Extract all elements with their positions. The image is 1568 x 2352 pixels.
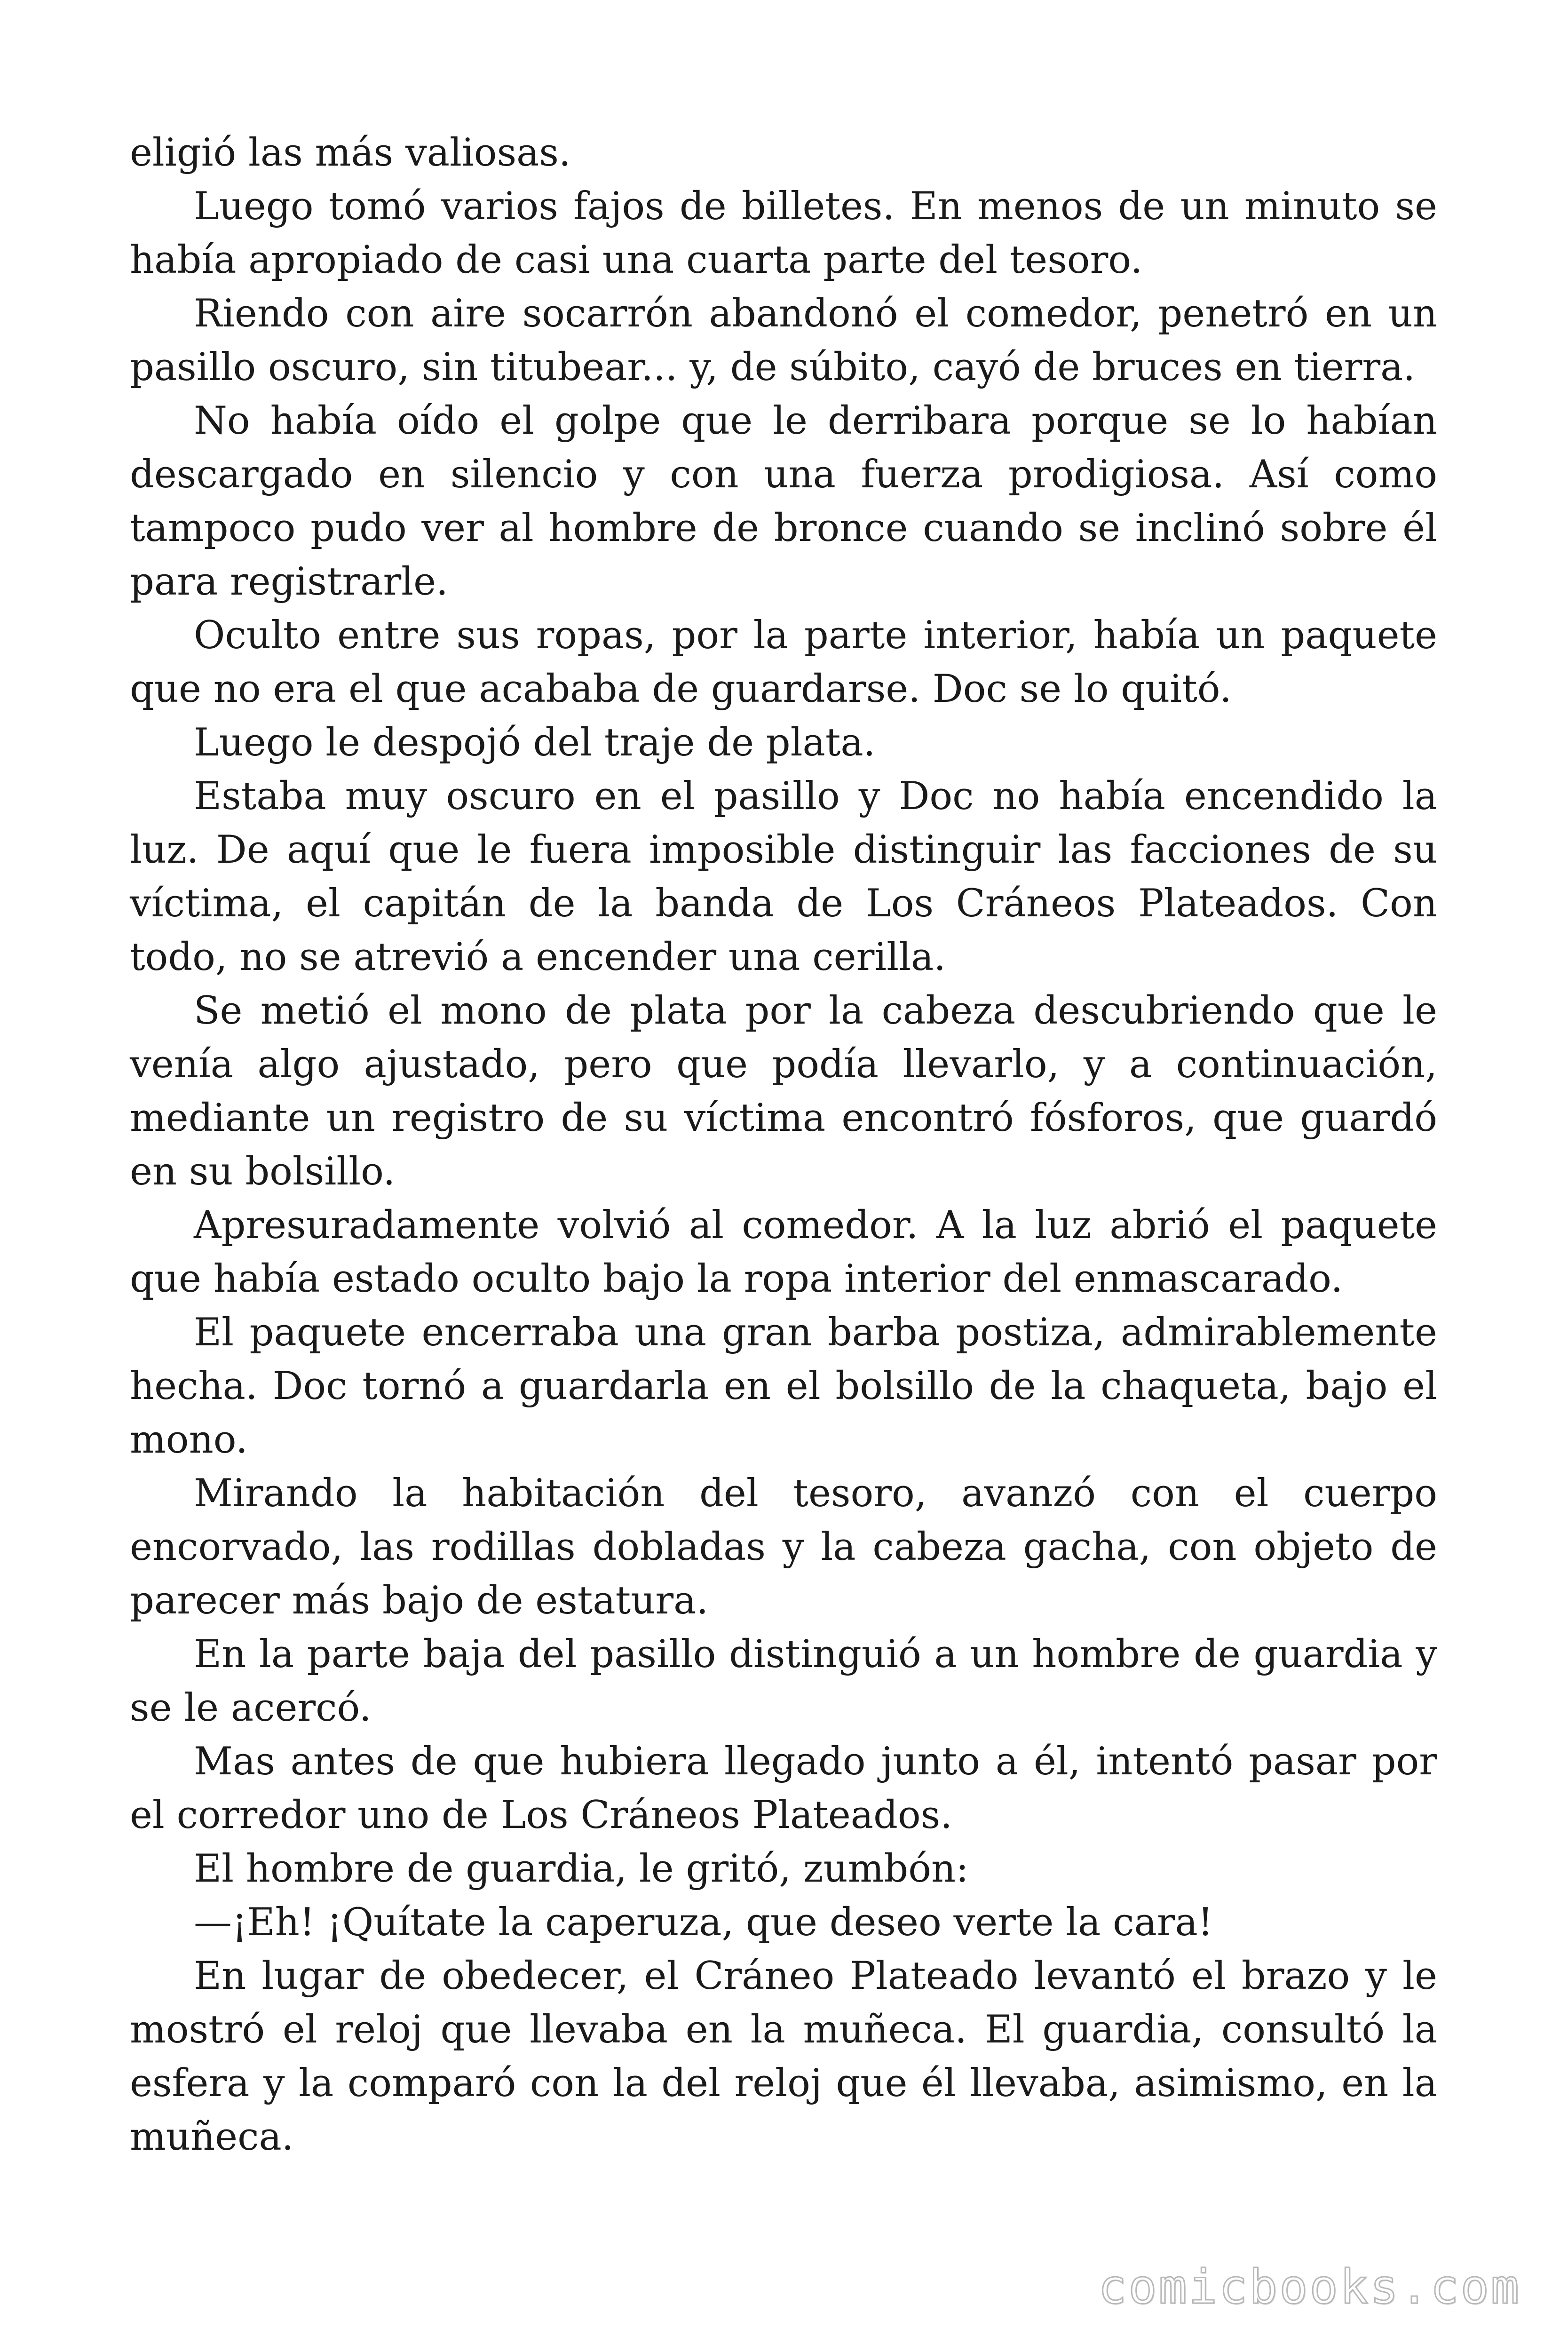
paragraph: Oculto entre sus ropas, por la parte interior, había un paquete que no era el que acababa de guardarse. Doc se lo quitó. <box>130 613 1437 711</box>
paragraph: Apresuradamente volvió al comedor. A la luz abrió el paquete que había estado oculto bajo la ropa interior del enmascarado. <box>130 1203 1437 1301</box>
paragraph: Estaba muy oscuro en el pasillo y Doc no había encendido la luz. De aquí que le fuera imposible distinguir las facciones de su víctima, el capitán de la banda de Los Cráneos Plateados. Con todo, no se atrevió a encender una cerilla. <box>130 774 1437 979</box>
paragraph: eligió las más valiosas. <box>130 131 571 175</box>
paragraph: El hombre de guardia, le gritó, zumbón: <box>194 1847 969 1891</box>
paragraph: Se metió el mono de plata por la cabeza descubriendo que le venía algo ajustado, pero que podía llevarlo, y a continuación, mediante un registro de su víctima encontró fósforos, que guardó en su bolsillo. <box>130 989 1437 1194</box>
paragraph: Riendo con aire socarrón abandonó el comedor, penetró en un pasillo oscuro, sin titubear... y, de súbito, cayó de bruces en tierra. <box>130 292 1437 389</box>
paragraph: Luego tomó varios fajos de billetes. En menos de un minuto se había apropiado de casi una cuarta parte del tesoro. <box>130 184 1437 282</box>
body-text <box>130 126 1437 2164</box>
paragraph: Mas antes de que hubiera llegado junto a él, intentó pasar por el corredor uno de Los Cráneos Plateados. <box>130 1740 1437 1837</box>
paragraph: En lugar de obedecer, el Cráneo Plateado levantó el brazo y le mostró el reloj que llevaba en la muñeca. El guardia, consultó la esfera y la comparó con la del reloj que él llevaba, asimismo, en la muñeca. <box>130 1954 1437 2159</box>
paragraph: No había oído el golpe que le derribara porque se lo habían descargado en silencio y con una fuerza prodigiosa. Así como tampoco pudo ver al hombre de bronce cuando se inclinó sobre él para registrarle. <box>130 399 1437 604</box>
paragraph: Luego le despojó del traje de plata. <box>194 721 876 765</box>
paragraph: El paquete encerraba una gran barba postiza, admirablemente hecha. Doc tornó a guardarla en el bolsillo de la chaqueta, bajo el mono. <box>130 1311 1437 1462</box>
watermark: comicbooks.com <box>1098 2259 1521 2314</box>
paragraph: —¡Eh! ¡Quítate la caperuza, que deseo verte la cara! <box>194 1900 1213 1945</box>
paragraph: En la parte baja del pasillo distinguió a un hombre de guardia y se le acercó. <box>130 1632 1437 1730</box>
paragraph: Mirando la habitación del tesoro, avanzó con el cuerpo encorvado, las rodillas dobladas y la cabeza gacha, con objeto de parecer más bajo de estatura. <box>130 1471 1437 1623</box>
